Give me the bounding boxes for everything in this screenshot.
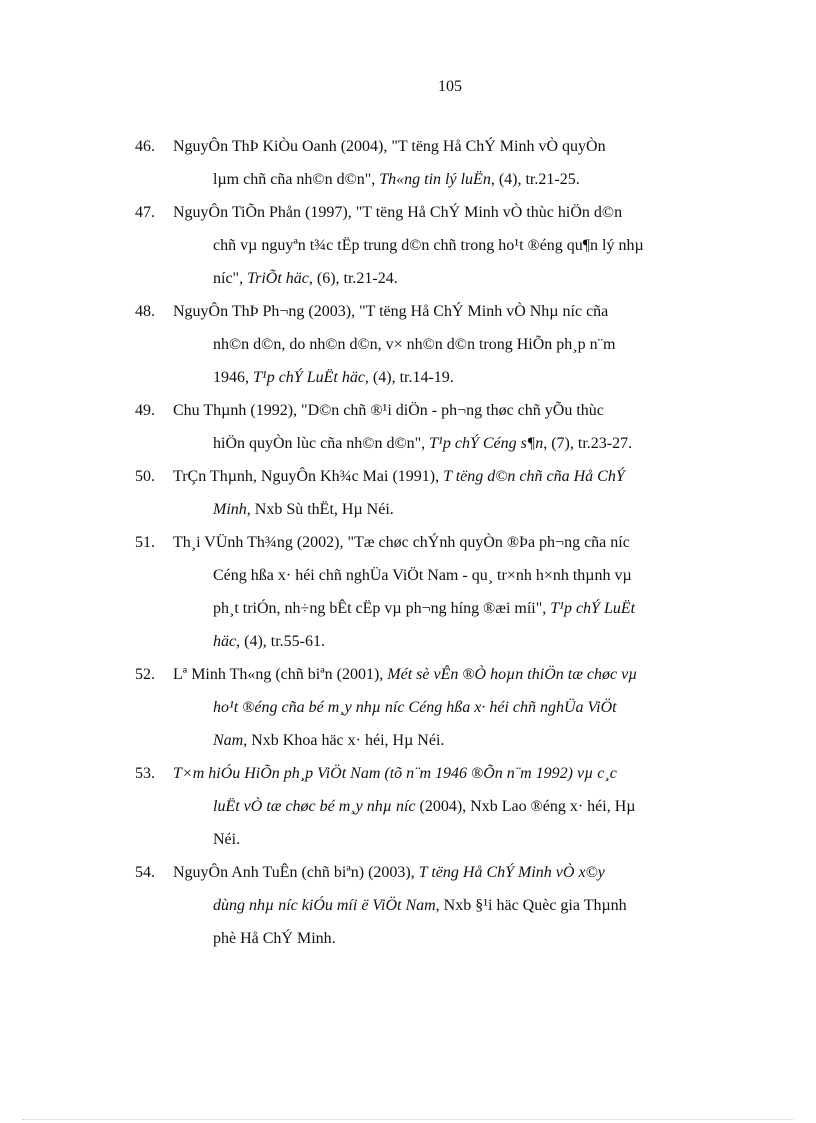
reference-segment: , (4), tr.55-61. [236, 633, 325, 650]
reference-line [173, 658, 739, 691]
reference-segment: NguyÔn Anh TuÊn (chñ biªn) (2003), [173, 864, 419, 881]
reference-segment: , (6), tr.21-24. [308, 270, 398, 287]
reference-title-segment: T×m hiÓu HiÕn ph¸p ViÖt Nam (tõ n¨m 1946 ®Õn n¨m 1992) vµ c¸c [173, 765, 617, 782]
reference-segment: Th¸i VÜnh Th¾ng (2002), "Tæ chøc chÝnh quyÒn ®Þa ph¬ng cña níc [173, 534, 630, 551]
reference-segment: , (4), tr.14-19. [364, 369, 454, 386]
reference-segment: , (7), tr.23-27. [543, 435, 633, 452]
reference-segment: Néi. [213, 831, 241, 848]
reference-line [173, 427, 739, 460]
reference-title-segment: Minh [213, 501, 247, 518]
reference-number: 49. [135, 402, 155, 419]
reference-segment: Lª Minh Th«ng (chñ biªn (2001), [173, 666, 388, 683]
reference-line [173, 922, 739, 955]
reference-title-segment: Mét sè vÊn ®Ò hoµn thiÖn tæ chøc vµ [387, 666, 638, 683]
reference-line [173, 295, 739, 328]
reference-number: 50. [135, 468, 155, 485]
reference-line [173, 790, 739, 823]
reference-item [135, 757, 739, 856]
reference-line [173, 394, 739, 427]
reference-title-segment: T¹p chÝ Céng s¶n [429, 435, 544, 452]
reference-segment: NguyÔn ThÞ KiÒu Oanh (2004), "T tëng Hå ChÝ Minh vÒ quyÒn [173, 138, 606, 155]
reference-segment: NguyÔn TiÕn Phån (1997), "T tëng Hå ChÝ Minh vÒ thùc hiÖn d©n [173, 204, 623, 221]
reference-segment: , Nxb §¹i häc Quèc gia Thµnh [435, 897, 627, 914]
reference-segment: Chu Thµnh (1992), "D©n chñ ®¹i diÖn - ph¬ng thøc chñ yÕu thùc [173, 402, 604, 419]
reference-line [173, 823, 739, 856]
reference-segment: , Nxb Khoa häc x· héi, Hµ Néi. [243, 732, 445, 749]
reference-line [173, 856, 739, 889]
reference-text [173, 130, 739, 196]
reference-line [173, 460, 739, 493]
reference-item [135, 856, 739, 955]
reference-text [173, 196, 739, 295]
reference-number: 52. [135, 666, 155, 683]
page-bottom-divider [22, 1119, 794, 1120]
page-number: 105 [438, 78, 462, 95]
reference-segment: níc", [213, 270, 248, 287]
reference-item [135, 196, 739, 295]
reference-title-segment: ho¹t ®éng cña bé m¸y nhµ níc Céng hßa x· héi chñ nghÜa ViÖt [213, 699, 617, 716]
reference-number: 46. [135, 138, 155, 155]
reference-title-segment: T¹p chÝ LuËt [550, 600, 636, 617]
reference-line [173, 625, 739, 658]
reference-item [135, 658, 739, 757]
reference-line [173, 592, 739, 625]
reference-text [173, 394, 739, 460]
reference-title-segment: Th«ng tin lý luËn [379, 171, 491, 188]
reference-title-segment: Nam [213, 732, 244, 749]
reference-title-segment: dùng nhµ níc kiÓu míi ë ViÖt Nam [213, 897, 436, 914]
reference-text [173, 856, 739, 955]
reference-segment: , (4), tr.21-25. [490, 171, 580, 188]
reference-title-segment: luËt vÒ tæ chøc bé m¸y nhµ níc [213, 798, 416, 815]
reference-item [135, 295, 739, 394]
reference-item [135, 394, 739, 460]
reference-line [173, 229, 739, 262]
reference-text [173, 526, 739, 658]
reference-segment: nh©n d©n, do nh©n d©n, v× nh©n d©n trong HiÕn ph¸p n¨m [213, 336, 616, 353]
reference-text [173, 295, 739, 394]
reference-segment: 1946, [213, 369, 253, 386]
reference-segment: ph¸t triÓn, nh÷ng bÊt cËp vµ ph¬ng híng ®æi míi", [213, 600, 551, 617]
reference-segment: phè Hå ChÝ Minh. [213, 930, 336, 947]
reference-text [173, 658, 739, 757]
reference-item [135, 460, 739, 526]
reference-line [173, 724, 739, 757]
reference-number: 47. [135, 204, 155, 221]
reference-title-segment: T tëng d©n chñ cña Hå ChÝ [443, 468, 625, 485]
reference-title-segment: TriÕt häc [247, 270, 309, 287]
reference-segment: (2004), Nxb Lao ®éng x· héi, Hµ [415, 798, 636, 815]
reference-line [173, 493, 739, 526]
reference-line [173, 130, 739, 163]
reference-line [173, 691, 739, 724]
reference-number: 51. [135, 534, 155, 551]
reference-line [173, 526, 739, 559]
reference-title-segment: T tëng Hå ChÝ Minh vÒ x©y [418, 864, 605, 881]
reference-title-segment: häc [213, 633, 237, 650]
reference-item [135, 130, 739, 196]
reference-segment: chñ vµ nguyªn t¾c tËp trung d©n chñ trong ho¹t ®éng qu¶n lý nhµ [213, 237, 644, 254]
reference-number: 53. [135, 765, 155, 782]
reference-line [173, 757, 739, 790]
reference-segment: TrÇn Thµnh, NguyÔn Kh¾c Mai (1991), [173, 468, 444, 485]
reference-item [135, 526, 739, 658]
reference-list [135, 130, 739, 955]
reference-line [173, 196, 739, 229]
reference-number: 54. [135, 864, 155, 881]
reference-line [173, 328, 739, 361]
reference-segment: , Nxb Sù thËt, Hµ Néi. [246, 501, 394, 518]
reference-line [173, 262, 739, 295]
reference-line [173, 559, 739, 592]
reference-number: 48. [135, 303, 155, 320]
reference-line [173, 889, 739, 922]
reference-text [173, 757, 739, 856]
reference-segment: hiÖn quyÒn lùc cña nh©n d©n", [213, 435, 430, 452]
reference-segment: Céng hßa x· héi chñ nghÜa ViÖt Nam - qu¸ tr×nh h×nh thµnh vµ [213, 567, 632, 584]
reference-title-segment: T¹p chÝ LuËt häc [253, 369, 365, 386]
reference-line [173, 163, 739, 196]
reference-segment: NguyÔn ThÞ Ph¬ng (2003), "T tëng Hå ChÝ Minh vÒ Nhµ níc cña [173, 303, 609, 320]
reference-text [173, 460, 739, 526]
reference-line [173, 361, 739, 394]
reference-segment: lµm chñ cña nh©n d©n", [213, 171, 380, 188]
